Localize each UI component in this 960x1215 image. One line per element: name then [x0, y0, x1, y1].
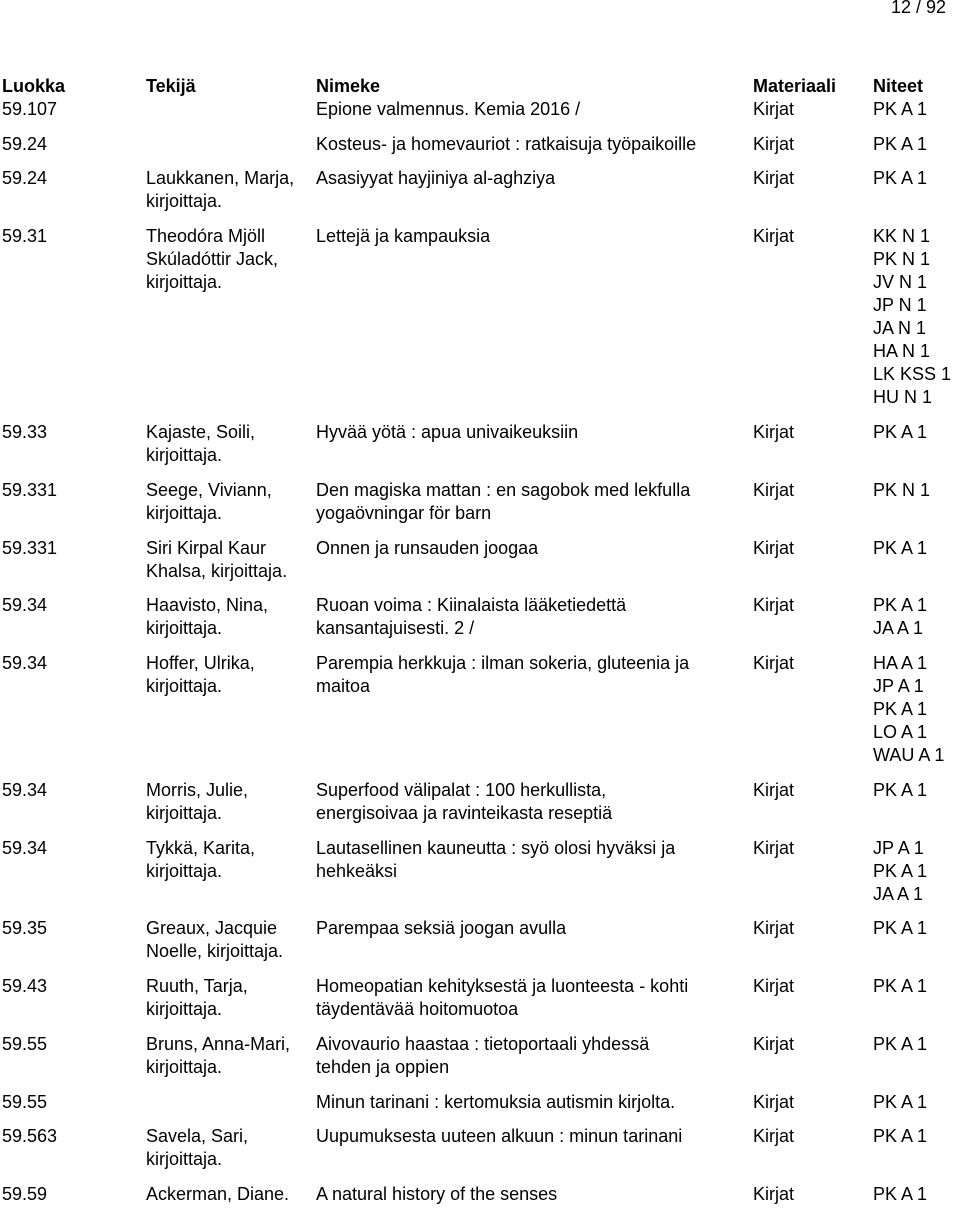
- title-cell: Homeopatian kehityksestä ja luonteesta - kohti täydentävää hoitomuotoa: [316, 976, 689, 1019]
- author-cell: Morris, Julie, kirjoittaja.: [146, 780, 249, 823]
- class-cell: 59.24: [2, 134, 48, 154]
- author-cell: [146, 98, 316, 133]
- author-cell: Siri Kirpal Kaur Khalsa, kirjoittaja.: [146, 538, 288, 581]
- copies-cell: PK N 1: [873, 480, 931, 500]
- class-cell: 59.55: [2, 1034, 48, 1054]
- column-header-materiaali: Materiaali: [753, 76, 837, 96]
- material-cell: Kirjat: [753, 1092, 795, 1112]
- class-cell: 59.34: [2, 653, 48, 673]
- material-cell: Kirjat: [753, 595, 795, 615]
- table-row: [2, 917, 960, 975]
- copies-cell: PK A 1: [873, 1092, 928, 1112]
- table-row: [2, 779, 960, 837]
- copies-cell: PK A 1: [873, 422, 928, 442]
- title-cell: Asasiyyat hayjiniya al-aghziya: [316, 168, 556, 188]
- class-cell: 59.55: [2, 1092, 48, 1112]
- table-row: [2, 1125, 960, 1183]
- material-cell: Kirjat: [753, 1034, 795, 1054]
- title-cell: Epione valmennus. Kemia 2016 /: [316, 99, 581, 119]
- copies-cell: PK A 1: [873, 976, 928, 996]
- title-cell: Aivovaurio haastaa : tietoportaali yhdessä tehden ja oppien: [316, 1034, 650, 1077]
- material-cell: Kirjat: [753, 99, 795, 119]
- class-cell: 59.43: [2, 976, 48, 996]
- table-row: [2, 98, 960, 133]
- table-row: [2, 594, 960, 652]
- author-cell: Hoffer, Ulrika, kirjoittaja.: [146, 653, 255, 696]
- material-cell: Kirjat: [753, 538, 795, 558]
- material-cell: Kirjat: [753, 838, 795, 858]
- author-cell: Tykkä, Karita, kirjoittaja.: [146, 838, 256, 881]
- class-cell: 59.34: [2, 780, 48, 800]
- author-cell: Seege, Viviann, kirjoittaja.: [146, 480, 272, 523]
- class-cell: 59.563: [2, 1126, 58, 1146]
- table-row: [2, 479, 960, 537]
- copies-cell: KK N 1 PK N 1 JV N 1 JP N 1 JA N 1 HA N 1 LK KSS 1 HU N 1: [873, 226, 952, 407]
- author-cell: Haavisto, Nina, kirjoittaja.: [146, 595, 269, 638]
- author-cell: Bruns, Anna-Mari, kirjoittaja.: [146, 1034, 291, 1077]
- title-cell: Kosteus- ja homevauriot : ratkaisuja työpaikoille: [316, 134, 697, 154]
- class-cell: 59.33: [2, 422, 48, 442]
- table-row: [2, 837, 960, 917]
- material-cell: Kirjat: [753, 780, 795, 800]
- table-row: [2, 975, 960, 1033]
- table-row: [2, 537, 960, 594]
- title-cell: Uupumuksesta uuteen alkuun : minun tarinani: [316, 1126, 683, 1146]
- table-row: [2, 225, 960, 421]
- copies-cell: PK A 1: [873, 168, 928, 188]
- material-cell: Kirjat: [753, 976, 795, 996]
- title-cell: Parempia herkkuja : ilman sokeria, gluteenia ja maitoa: [316, 653, 690, 696]
- copies-cell: HA A 1 JP A 1 PK A 1 LO A 1 WAU A 1: [873, 653, 945, 765]
- title-cell: Hyvää yötä : apua univaikeuksiin: [316, 422, 579, 442]
- title-cell: Onnen ja runsauden joogaa: [316, 538, 539, 558]
- title-cell: Minun tarinani : kertomuksia autismin kirjolta.: [316, 1092, 676, 1112]
- copies-cell: PK A 1: [873, 780, 928, 800]
- author-cell: Kajaste, Soili, kirjoittaja.: [146, 422, 256, 465]
- title-cell: Lautasellinen kauneutta : syö olosi hyväksi ja hehkeäksi: [316, 838, 676, 881]
- author-cell: Theodóra Mjöll Skúladóttir Jack, kirjoittaja.: [146, 226, 279, 292]
- author-cell: Savela, Sari, kirjoittaja.: [146, 1126, 249, 1169]
- class-cell: 59.34: [2, 595, 48, 615]
- header-row: [2, 71, 960, 98]
- material-cell: Kirjat: [753, 918, 795, 938]
- copies-cell: PK A 1: [873, 134, 928, 154]
- table-row: [2, 1183, 960, 1206]
- column-header-niteet: Niteet: [873, 76, 924, 96]
- title-cell: A natural history of the senses: [316, 1184, 558, 1204]
- material-cell: Kirjat: [753, 226, 795, 246]
- material-cell: Kirjat: [753, 134, 795, 154]
- table-row: [2, 421, 960, 479]
- author-cell: Greaux, Jacquie Noelle, kirjoittaja.: [146, 918, 284, 961]
- author-cell: [146, 133, 316, 167]
- copies-cell: PK A 1 JA A 1: [873, 595, 928, 638]
- material-cell: Kirjat: [753, 1126, 795, 1146]
- title-cell: Ruoan voima : Kiinalaista lääketiedettä kansantajuisesti. 2 /: [316, 595, 627, 638]
- material-cell: Kirjat: [753, 168, 795, 188]
- table-row: [2, 133, 960, 167]
- material-cell: Kirjat: [753, 653, 795, 673]
- copies-cell: PK A 1: [873, 1184, 928, 1204]
- column-header-luokka: Luokka: [2, 76, 66, 96]
- copies-cell: PK A 1: [873, 1034, 928, 1054]
- material-cell: Kirjat: [753, 480, 795, 500]
- author-cell: Laukkanen, Marja, kirjoittaja.: [146, 168, 295, 211]
- copies-cell: PK A 1: [873, 918, 928, 938]
- title-cell: Lettejä ja kampauksia: [316, 226, 491, 246]
- class-cell: 59.59: [2, 1184, 48, 1204]
- class-cell: 59.331: [2, 480, 58, 500]
- material-cell: Kirjat: [753, 1184, 795, 1204]
- column-header-nimeke: Nimeke: [316, 76, 381, 96]
- class-cell: 59.331: [2, 538, 58, 558]
- page-number: 12 / 92: [890, 0, 946, 17]
- table-row: [2, 167, 960, 225]
- class-cell: 59.107: [2, 99, 58, 119]
- class-cell: 59.34: [2, 838, 48, 858]
- catalog-table: [2, 71, 960, 1206]
- title-cell: Superfood välipalat : 100 herkullista, energisoivaa ja ravinteikasta reseptiä: [316, 780, 613, 823]
- author-cell: Ackerman, Diane.: [146, 1184, 290, 1204]
- title-cell: Den magiska mattan : en sagobok med lekfulla yogaövningar för barn: [316, 480, 691, 523]
- copies-cell: PK A 1: [873, 538, 928, 558]
- table-row: [2, 1033, 960, 1091]
- copies-cell: PK A 1: [873, 1126, 928, 1146]
- copies-cell: PK A 1: [873, 99, 928, 119]
- column-header-tekija: Tekijä: [146, 76, 196, 96]
- class-cell: 59.31: [2, 226, 48, 246]
- copies-cell: JP A 1 PK A 1 JA A 1: [873, 838, 928, 904]
- class-cell: 59.24: [2, 168, 48, 188]
- author-cell: Ruuth, Tarja, kirjoittaja.: [146, 976, 248, 1019]
- table-row: [2, 1091, 960, 1125]
- table-row: [2, 652, 960, 779]
- title-cell: Parempaa seksiä joogan avulla: [316, 918, 567, 938]
- material-cell: Kirjat: [753, 422, 795, 442]
- class-cell: 59.35: [2, 918, 48, 938]
- author-cell: [146, 1091, 316, 1125]
